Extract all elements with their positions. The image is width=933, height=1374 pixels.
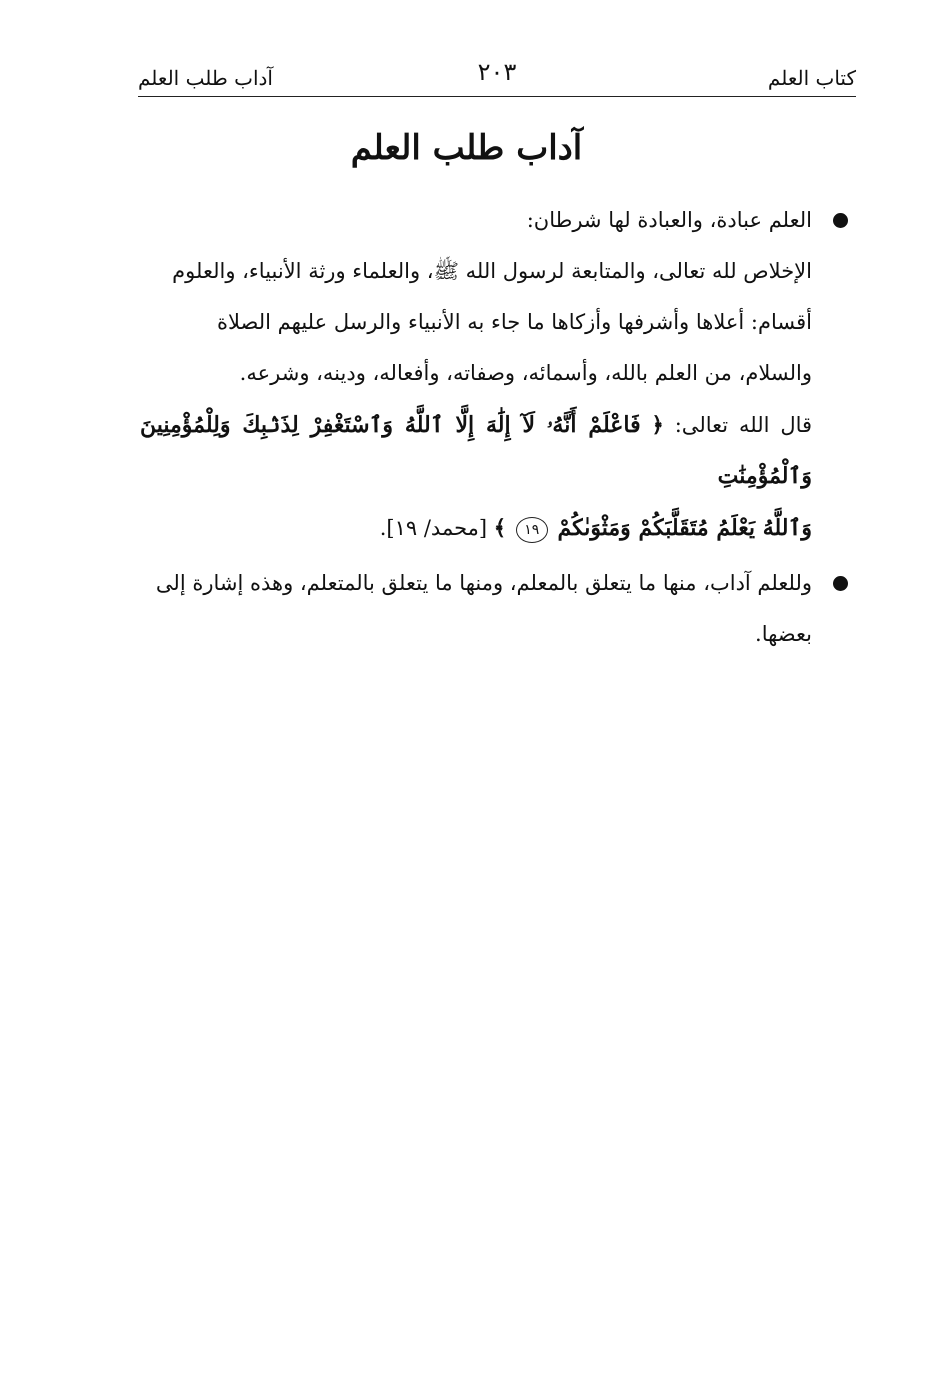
ayah-number-marker: ١٩ bbox=[516, 517, 548, 543]
main-content bbox=[140, 195, 858, 660]
bullet-line: وللعلم آداب، منها ما يتعلق بالمعلم، ومنها ما يتعلق بالمتعلم، وهذه إشارة إلى bbox=[155, 571, 812, 595]
quote-line bbox=[140, 399, 812, 502]
quote-line bbox=[140, 502, 812, 554]
quote-intro: قال الله تعالى: bbox=[674, 413, 813, 437]
verse-reference: [محمد/ ١٩]. bbox=[379, 516, 488, 540]
section-title: آداب طلب العلم bbox=[138, 66, 273, 90]
bullet-item bbox=[140, 558, 858, 660]
verse-text: وَٱللَّهُ يَعْلَمُ مُتَقَلَّبَكُمْ وَمَثْوَىٰكُمْ bbox=[557, 515, 812, 541]
book-title: كتاب العلم bbox=[767, 66, 856, 90]
verse-text: فَاعْلَمْ أَنَّهُۥ لَآ إِلَٰهَ إِلَّا ٱللَّهُ وَٱسْتَغْفِرْ لِذَنۢبِكَ وَلِلْمُؤْمِنِينَ وَٱلْمُؤْمِنَٰتِ bbox=[140, 412, 812, 489]
body-paragraph bbox=[140, 246, 858, 399]
paragraph-line: الإخلاص لله تعالى، والمتابعة لرسول الله ﷺ، والعلماء ورثة الأنبياء، والعلوم bbox=[172, 259, 812, 283]
bullet-icon bbox=[833, 213, 848, 228]
open-brace: ﴿ bbox=[651, 412, 664, 437]
bullet-text bbox=[140, 558, 812, 660]
bullet-line: بعضها. bbox=[755, 622, 812, 646]
chapter-title: آداب طلب العلم bbox=[350, 128, 583, 168]
bullet-icon bbox=[833, 576, 848, 591]
paragraph-line: والسلام، من العلم بالله، وأسمائه، وصفاته، وأفعاله، ودينه، وشرعه. bbox=[239, 361, 812, 385]
page-number: ٢٠٣ bbox=[477, 58, 517, 86]
paragraph-line: أقسام: أعلاها وأشرفها وأزكاها ما جاء به الأنبياء والرسل عليهم الصلاة bbox=[217, 310, 812, 334]
bullet-text: العلم عبادة، والعبادة لها شرطان: bbox=[526, 208, 812, 232]
close-brace: ﴾ bbox=[493, 515, 507, 540]
quran-quote bbox=[140, 399, 858, 554]
running-header bbox=[138, 60, 856, 97]
bullet-item bbox=[140, 195, 858, 246]
